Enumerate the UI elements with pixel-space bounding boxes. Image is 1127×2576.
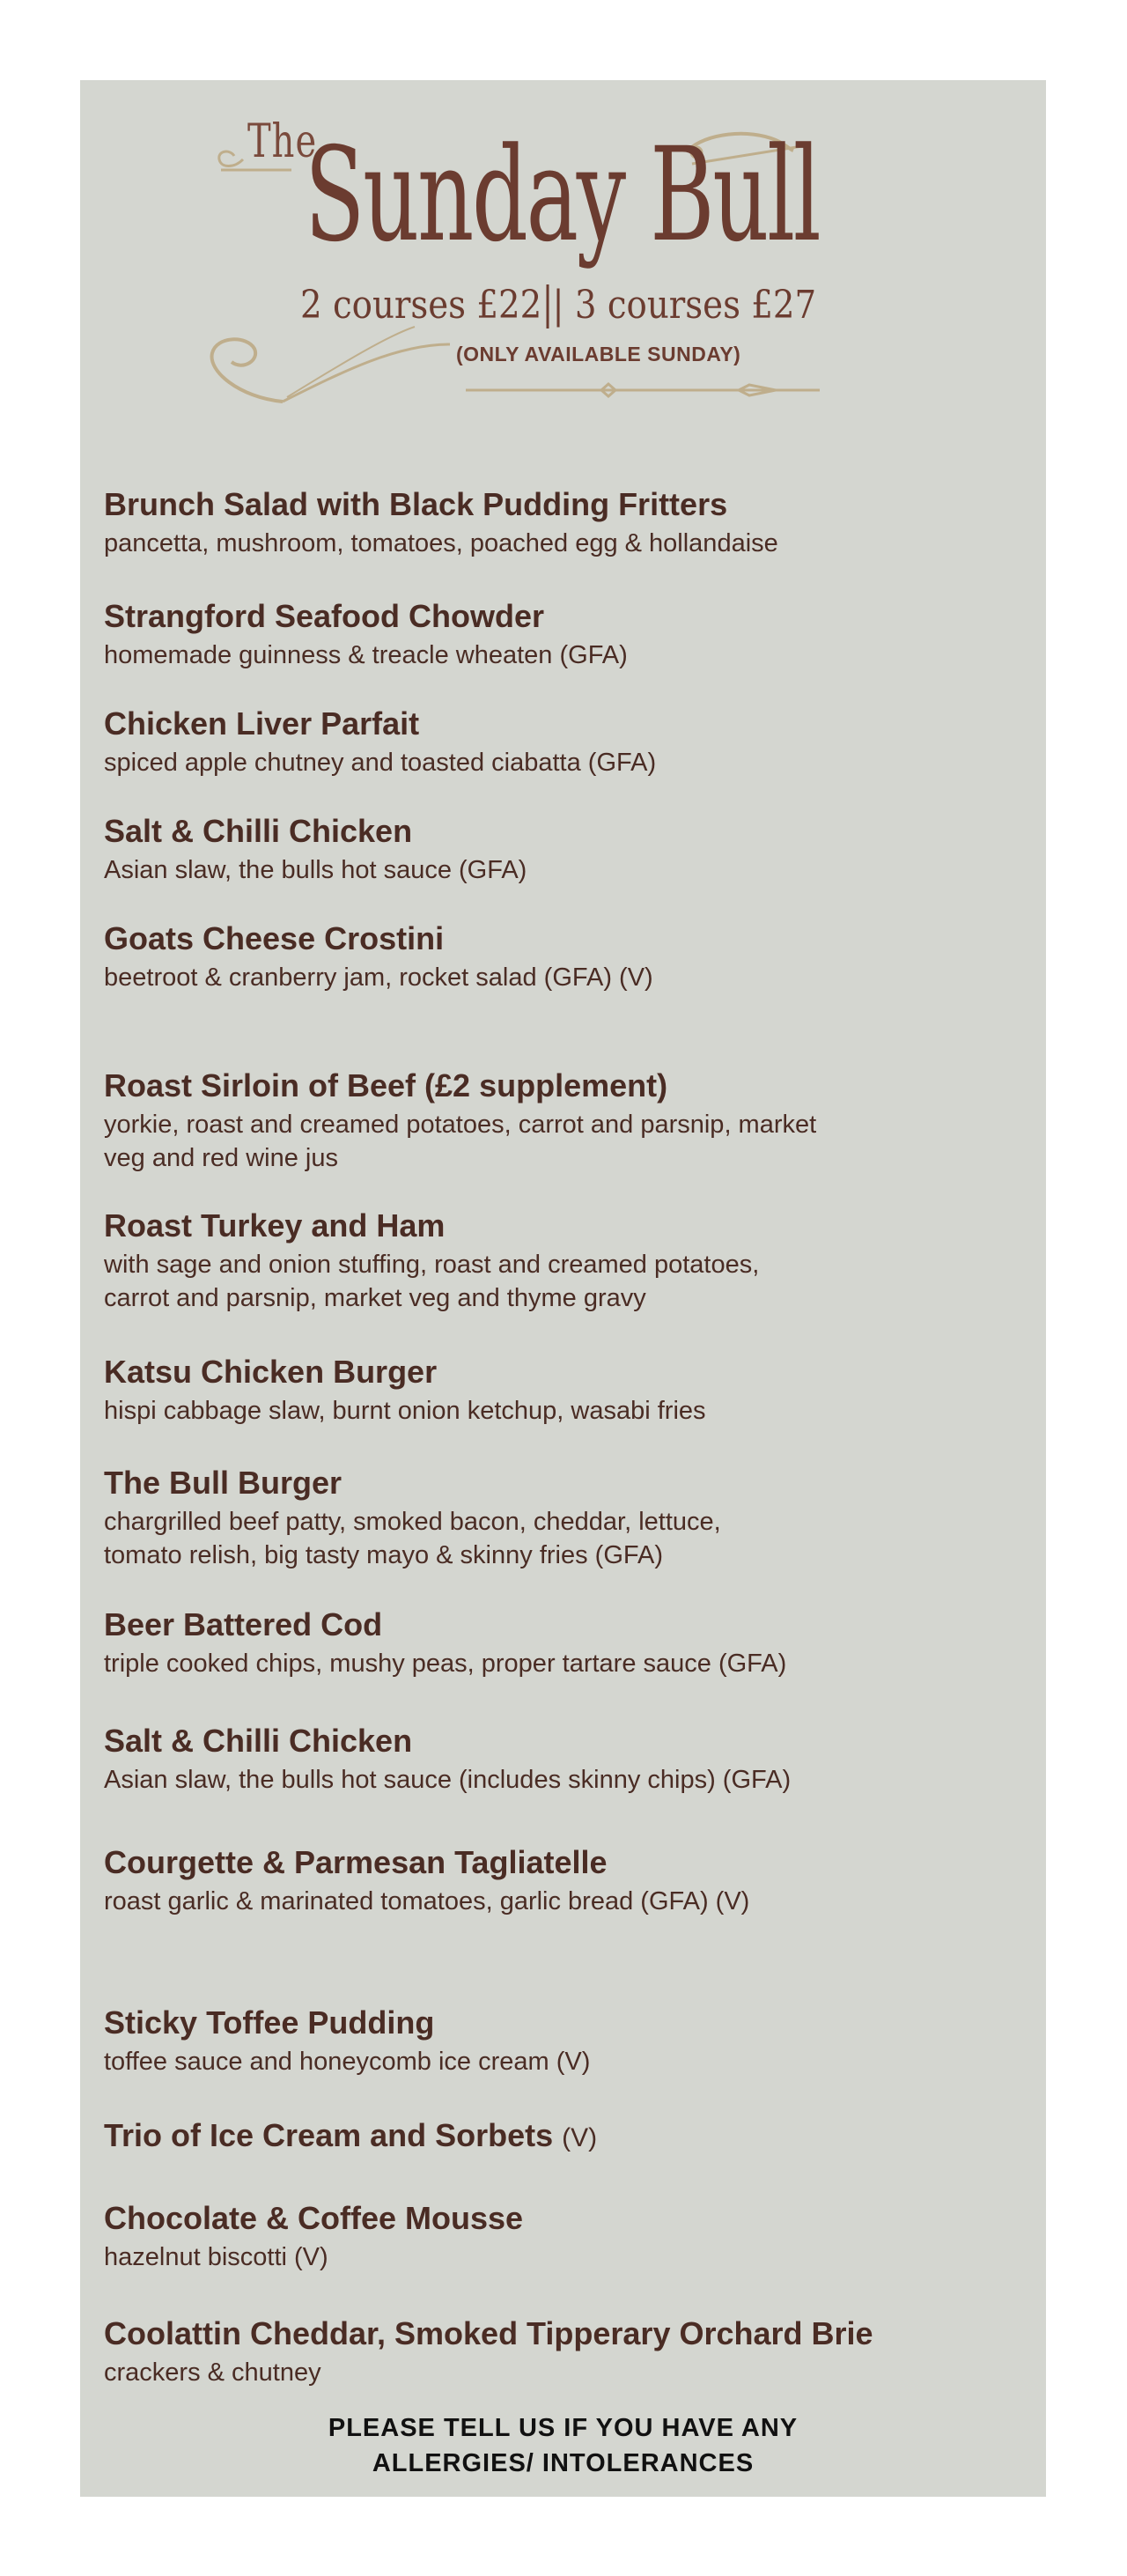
item-name: Courgette & Parmesan Tagliatelle bbox=[104, 1844, 608, 1880]
item-description: triple cooked chips, mushy peas, proper tartare sauce (GFA) bbox=[104, 1650, 787, 1678]
item-description: Asian slaw, the bulls hot sauce (GFA) bbox=[104, 856, 527, 884]
item-description-line: chargrilled beef patty, smoked bacon, cheddar, lettuce, bbox=[104, 1508, 721, 1536]
item-description: pancetta, mushroom, tomatoes, poached egg & hollandaise bbox=[104, 529, 778, 557]
menu-item bbox=[104, 1067, 1028, 1175]
item-description-line: yorkie, roast and creamed potatoes, carrot and parsnip, market bbox=[104, 1111, 817, 1139]
allergy-notice-line: PLEASE TELL US IF YOU HAVE ANY bbox=[328, 2414, 799, 2442]
item-name: Sticky Toffee Pudding bbox=[104, 2004, 435, 2041]
item-name: Coolattin Cheddar, Smoked Tipperary Orchard Brie bbox=[104, 2315, 873, 2351]
menu-item bbox=[104, 1353, 1028, 1428]
item-description: hazelnut biscotti (V) bbox=[104, 2243, 328, 2271]
item-name: The Bull Burger bbox=[104, 1465, 343, 1501]
item-name: Salt & Chilli Chicken bbox=[104, 813, 413, 849]
item-description: spiced apple chutney and toasted ciabatta (GFA) bbox=[104, 749, 657, 777]
title-the: The bbox=[247, 115, 318, 168]
item-description-line: carrot and parsnip, market veg and thyme gravy bbox=[104, 1284, 646, 1312]
menu-item bbox=[104, 1843, 1028, 1918]
item-description: beetroot & cranberry jam, rocket salad (GFA) (V) bbox=[104, 963, 653, 992]
allergy-notice bbox=[80, 2410, 1046, 2481]
item-name: Katsu Chicken Burger bbox=[104, 1354, 438, 1390]
menu-panel bbox=[80, 80, 1046, 2497]
item-description: Asian slaw, the bulls hot sauce (includes skinny chips) (GFA) bbox=[104, 1766, 792, 1794]
item-description-line: tomato relish, big tasty mayo & skinny fries (GFA) bbox=[104, 1541, 663, 1569]
menu-item bbox=[104, 1464, 1028, 1572]
pricing-line: 2 courses £22 | 3 courses £27 bbox=[300, 283, 817, 328]
item-name-with-note bbox=[104, 2116, 1028, 2158]
item-name: Strangford Seafood Chowder bbox=[104, 598, 545, 634]
menu-item bbox=[104, 1207, 1028, 1315]
menu-item bbox=[104, 919, 1028, 994]
menu-item bbox=[104, 2116, 1028, 2158]
availability-note: (ONLY AVAILABLE SUNDAY) bbox=[456, 343, 741, 365]
item-name: Brunch Salad with Black Pudding Fritters bbox=[104, 486, 728, 522]
item-name: Salt & Chilli Chicken bbox=[104, 1723, 413, 1759]
item-description-line: veg and red wine jus bbox=[104, 1144, 338, 1172]
item-description: hispi cabbage slaw, burnt onion ketchup, wasabi fries bbox=[104, 1397, 706, 1425]
allergy-notice-line: ALLERGIES/ INTOLERANCES bbox=[372, 2449, 755, 2477]
item-name: Roast Sirloin of Beef (£2 supplement) bbox=[104, 1067, 668, 1103]
item-name: Chocolate & Coffee Mousse bbox=[104, 2200, 524, 2236]
item-description bbox=[104, 1248, 1028, 1315]
title-sunday-bull: Sunday Bull bbox=[305, 120, 820, 271]
item-description: crackers & chutney bbox=[104, 2358, 321, 2387]
menu-item bbox=[104, 1605, 1028, 1680]
item-description: roast garlic & marinated tomatoes, garlic bread (GFA) (V) bbox=[104, 1887, 750, 1915]
menu-item bbox=[104, 705, 1028, 779]
item-description bbox=[104, 1108, 1028, 1175]
item-name: Goats Cheese Crostini bbox=[104, 920, 445, 956]
item-name: Beer Battered Cod bbox=[104, 1606, 383, 1642]
item-name: Trio of Ice Cream and Sorbets bbox=[104, 2117, 554, 2153]
menu-item bbox=[104, 1722, 1028, 1797]
menu-header bbox=[80, 80, 1046, 450]
item-name: Chicken Liver Parfait bbox=[104, 705, 420, 742]
menu-item bbox=[104, 597, 1028, 672]
menu-item bbox=[104, 485, 1028, 560]
menu-item bbox=[104, 812, 1028, 887]
item-description: toffee sauce and honeycomb ice cream (V) bbox=[104, 2048, 591, 2076]
item-name: Roast Turkey and Ham bbox=[104, 1207, 446, 1244]
item-description: homemade guinness & treacle wheaten (GFA) bbox=[104, 641, 628, 669]
menu-item bbox=[104, 2314, 1028, 2389]
item-dietary-note: (V) bbox=[562, 2123, 598, 2152]
item-description-line: with sage and onion stuffing, roast and creamed potatoes, bbox=[104, 1251, 760, 1279]
menu-item bbox=[104, 2199, 1028, 2274]
menu-item bbox=[104, 2004, 1028, 2078]
item-description bbox=[104, 1505, 1028, 1572]
